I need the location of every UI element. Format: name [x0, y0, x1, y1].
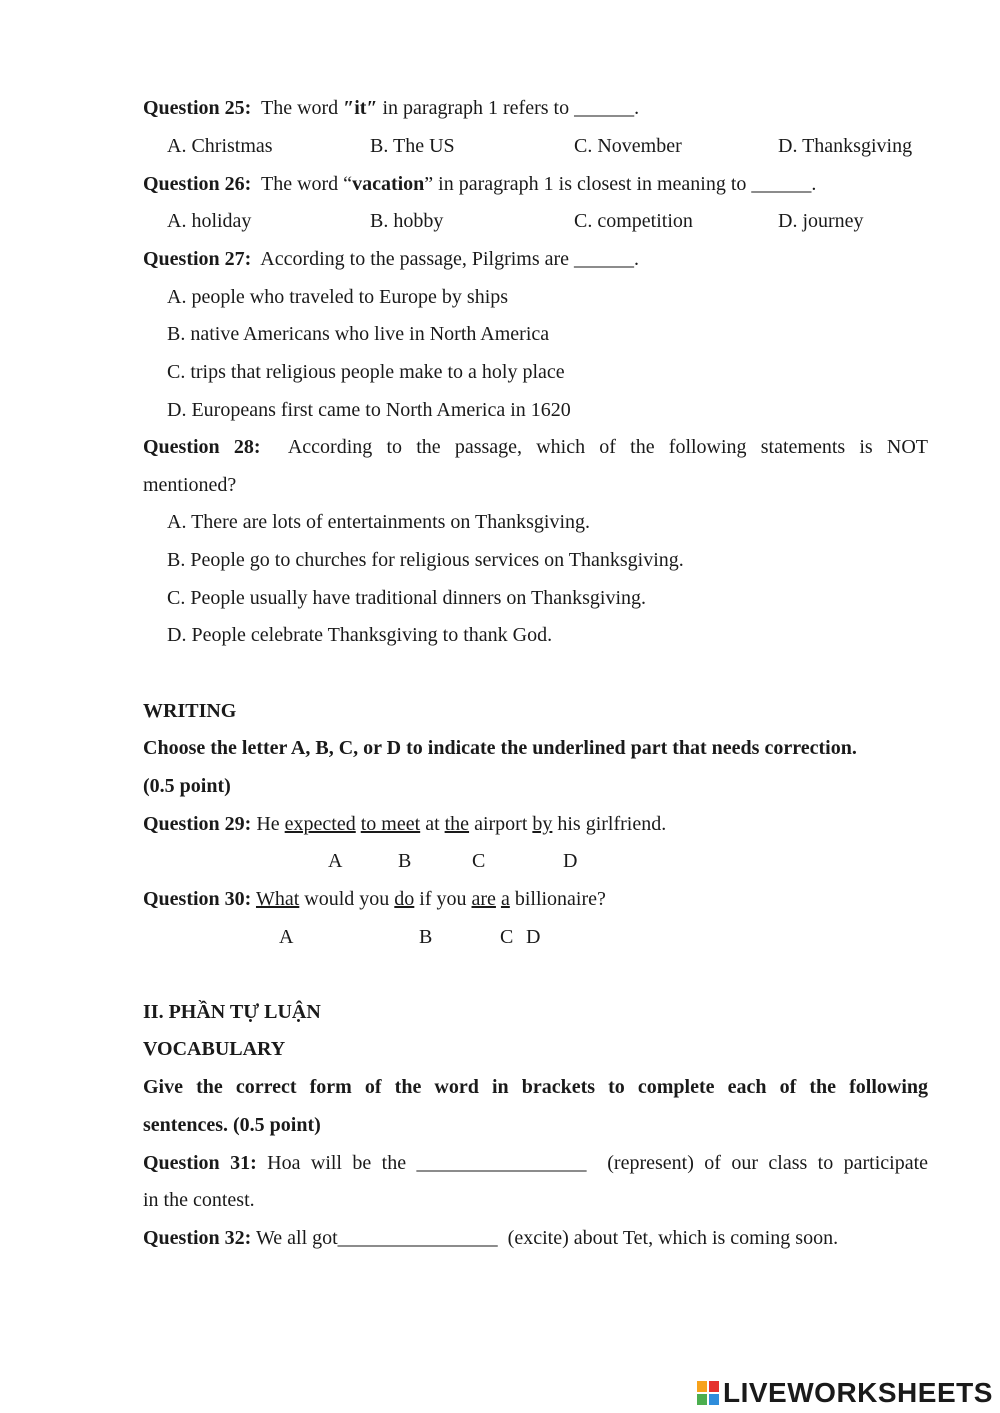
question-31-text-continued: in the contest. — [143, 1189, 255, 1211]
question-label: Question 32: — [143, 1227, 252, 1249]
option-c[interactable]: C. competition — [574, 210, 693, 232]
question-text-post: ” in paragraph 1 is closest in meaning to ______. — [424, 173, 817, 195]
option-d[interactable]: D. Europeans first came to North America in 1620 — [167, 399, 571, 421]
writing-instruction: Choose the letter A, B, C, or D to indicate the underlined part that needs correction. — [143, 737, 857, 759]
underlined-part-b[interactable]: to meet — [360, 813, 421, 835]
text: at — [420, 813, 445, 835]
vocabulary-instruction: Give the correct form of the word in brackets to complete each of the following — [143, 1076, 928, 1098]
question-32 — [143, 1225, 928, 1251]
text: if you — [414, 888, 472, 910]
question-keyword: vacation — [352, 173, 425, 195]
logo-square-icon — [697, 1381, 707, 1392]
question-25 — [143, 95, 928, 121]
logo-mark-icon — [697, 1381, 719, 1405]
question-text-pre: The word — [260, 97, 344, 119]
text: airport — [469, 813, 533, 835]
writing-instruction-points: (0.5 point) — [143, 775, 231, 797]
question-keyword: ″it″ — [343, 97, 378, 119]
question-label: Question 25: — [143, 97, 252, 119]
question-label: Question 31: — [143, 1152, 257, 1174]
option-c[interactable]: C. People usually have traditional dinners on Thanksgiving. — [167, 587, 647, 609]
logo-text: LIVEWORKSHEETS — [723, 1377, 993, 1408]
question-text[interactable]: Hoa will be the _________________ (represent) of our class to participate — [267, 1152, 929, 1174]
underlined-part-a[interactable]: expected — [284, 813, 356, 835]
vocabulary-instruction-points: sentences. (0.5 point) — [143, 1114, 321, 1136]
option-b[interactable]: B. The US — [370, 135, 455, 157]
question-text-post: in paragraph 1 refers to ______. — [377, 97, 640, 119]
option-a[interactable]: A. holiday — [167, 210, 252, 232]
letter-c: C — [472, 850, 486, 872]
option-a[interactable]: A. There are lots of entertainments on Thanksgiving. — [167, 511, 591, 533]
underlined-part-c[interactable]: are — [471, 888, 496, 910]
option-b[interactable]: B. People go to churches for religious services on Thanksgiving. — [167, 549, 684, 571]
letter-a: A — [328, 850, 343, 872]
text: billionaire? — [509, 888, 606, 910]
question-text-pre: The word “ — [260, 173, 353, 195]
letter-b: B — [398, 850, 412, 872]
option-d[interactable]: D. journey — [778, 210, 864, 232]
logo-square-icon — [697, 1394, 707, 1405]
question-28 — [143, 434, 928, 460]
question-label: Question 29: — [143, 813, 252, 835]
liveworksheets-logo — [697, 1376, 993, 1410]
option-b[interactable]: B. hobby — [370, 210, 444, 232]
logo-square-icon — [709, 1394, 719, 1405]
question-text: According to the passage, which of the following statements is NOT — [287, 436, 929, 458]
option-a[interactable]: A. people who traveled to Europe by ships — [167, 286, 509, 308]
question-label: Question 27: — [143, 248, 252, 270]
section-heading-part-2: II. PHẦN TỰ LUẬN — [143, 1001, 321, 1023]
question-label: Question 26: — [143, 173, 252, 195]
question-28-text-continued: mentioned? — [143, 474, 237, 496]
section-heading-vocabulary: VOCABULARY — [143, 1038, 286, 1060]
text: He — [256, 813, 285, 835]
question-label: Question 30: — [143, 888, 252, 910]
option-a[interactable]: A. Christmas — [167, 135, 273, 157]
question-31 — [143, 1150, 928, 1176]
option-c[interactable]: C. trips that religious people make to a holy place — [167, 361, 565, 383]
letter-c: C — [500, 926, 514, 948]
option-d[interactable]: D. People celebrate Thanksgiving to thank God. — [167, 624, 553, 646]
letter-d: D — [526, 926, 541, 948]
letter-d: D — [563, 850, 578, 872]
option-c[interactable]: C. November — [574, 135, 682, 157]
section-heading-writing: WRITING — [143, 700, 237, 722]
logo-square-icon — [709, 1381, 719, 1392]
letter-a: A — [279, 926, 294, 948]
question-26 — [143, 171, 928, 197]
underlined-part-a[interactable]: What — [255, 888, 300, 910]
option-d[interactable]: D. Thanksgiving — [778, 135, 913, 157]
underlined-part-d[interactable]: a — [500, 888, 510, 910]
text: his girlfriend. — [552, 813, 667, 835]
question-text[interactable]: We all got________________ (excite) about Tet, which is coming soon. — [255, 1227, 839, 1249]
question-text: According to the passage, Pilgrims are ______. — [260, 248, 640, 270]
option-b[interactable]: B. native Americans who live in North America — [167, 323, 550, 345]
text: would you — [299, 888, 395, 910]
underlined-part-b[interactable]: do — [394, 888, 415, 910]
question-label: Question 28: — [143, 436, 261, 458]
underlined-part-c[interactable]: the — [444, 813, 470, 835]
question-27 — [143, 246, 928, 272]
question-30 — [143, 886, 928, 912]
question-29 — [143, 811, 928, 837]
underlined-part-d[interactable]: by — [532, 813, 553, 835]
letter-b: B — [419, 926, 433, 948]
